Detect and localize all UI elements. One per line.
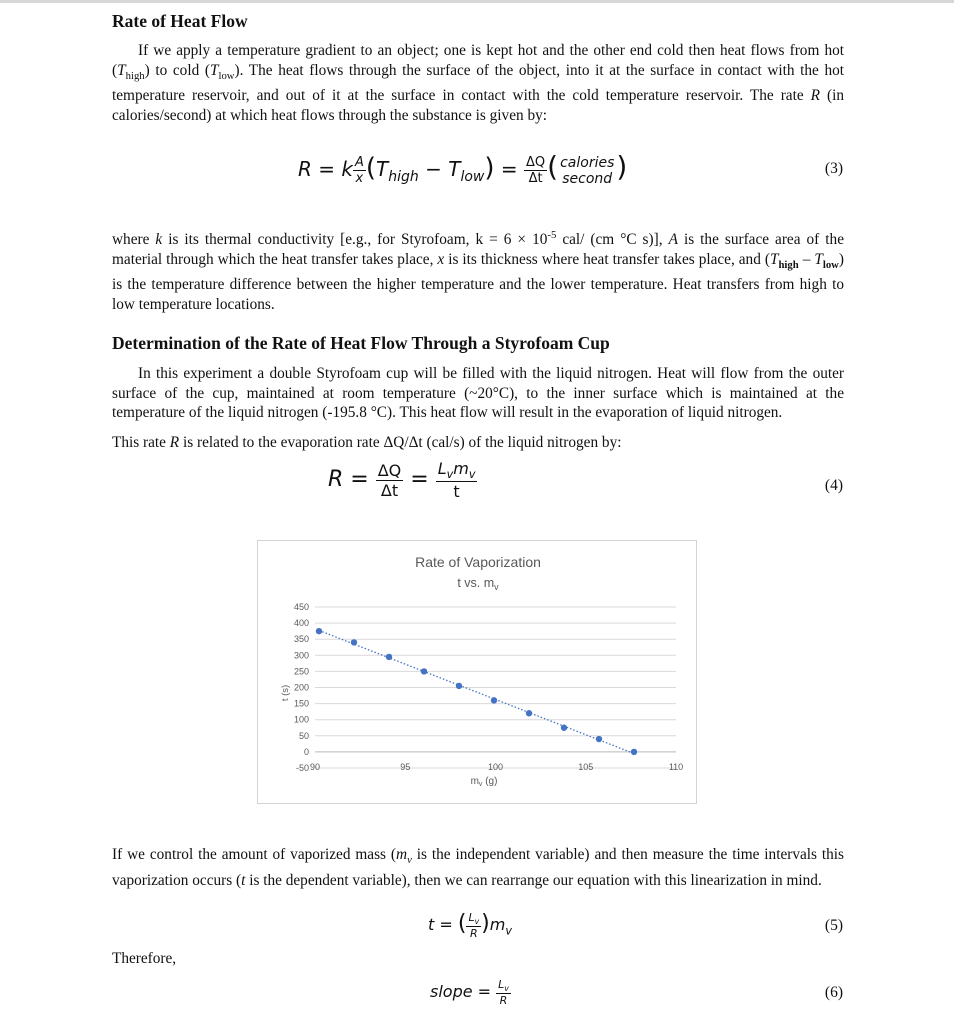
sub: high <box>778 258 799 271</box>
x-tick-labels <box>310 762 683 772</box>
experiment-paragraph: In this experiment a double Styrofoam cup will be filled with the liquid nitrogen. Heat will flow from the outer surface of the cup, maintained at room temperature (~20°C), to the inner surface which is maintained at the temperature of the liquid nitrogen (-195.8 °C). This heat flow will result in the evaporation of liquid nitrogen. <box>112 365 844 421</box>
data-point <box>351 639 357 645</box>
equation-number-6: (6) <box>824 984 843 1001</box>
fraction-dq-dt <box>524 155 547 186</box>
num <box>436 459 478 482</box>
fraction-lv-r <box>466 911 481 940</box>
sub: low <box>218 69 235 82</box>
text: ) to cold ( <box>144 61 210 79</box>
text: – <box>798 250 815 268</box>
x-tick-label: 105 <box>578 762 594 772</box>
y-tick-label: 250 <box>293 666 309 677</box>
sub: low <box>460 169 485 185</box>
var: T <box>814 250 823 268</box>
sub: high <box>125 69 145 82</box>
var: m <box>396 846 408 863</box>
var: A <box>668 231 678 249</box>
xlabel-sub: v <box>478 781 483 788</box>
text: is related to the evaporation rate ΔQ/Δt (cal/s) of the liquid nitrogen by: <box>179 434 622 451</box>
den: x <box>355 171 364 186</box>
text: ). The heat flows through the surface of the object, into it at the surface in contact with the hot temperature reservoir, and out of it at the surface in contact with the cold temperature reservoir. The rate <box>112 61 844 105</box>
data-point <box>456 683 462 689</box>
data-point <box>631 749 637 755</box>
num: ΔQ <box>377 460 402 480</box>
trendline <box>319 630 634 753</box>
sub: v <box>474 917 480 927</box>
var: T <box>117 61 126 79</box>
var: L <box>498 978 505 991</box>
op: = <box>403 467 436 493</box>
intro-paragraph <box>112 41 844 125</box>
y-tick-label: 150 <box>293 698 309 709</box>
chart-subtitle <box>457 576 499 592</box>
equation-3: R = k $\frac{A}{x}$ $(T_{high} - T_{low})$ = $\frac{\Delta Q}{\Delta t}$ ( calories second ) <box>298 150 628 187</box>
y-tick-label: -50 <box>295 763 309 773</box>
section-heading-rate-of-heat-flow: Rate of Heat Flow <box>112 11 248 31</box>
den: second <box>562 170 613 187</box>
xlabel-text: m <box>470 776 479 787</box>
text: ) is the temperature difference between the higher temperature and the lower temperature. Heat transfers from high to low temperature locations. <box>112 250 845 313</box>
data-point <box>491 697 497 703</box>
var: L <box>468 911 475 924</box>
sub: v <box>468 468 476 482</box>
var: T <box>448 157 461 181</box>
gridlines <box>315 607 676 768</box>
text: If we apply a temperature gradient to an object; one is kept hot and the other end cold then heat flows from hot ( <box>112 42 844 79</box>
eq-lhs: slope = <box>430 982 497 1002</box>
den: Δt <box>528 171 543 186</box>
den: Δt <box>380 480 399 500</box>
eq-lhs: R = <box>328 467 376 493</box>
equation-4 <box>328 459 477 501</box>
data-point <box>561 725 567 731</box>
den: R <box>499 994 508 1008</box>
var: R <box>810 87 820 105</box>
x-axis-label <box>471 776 498 788</box>
therefore-text: Therefore, <box>112 950 177 967</box>
y-tick-label: 450 <box>293 602 309 612</box>
y-tick-label: 300 <box>293 650 309 661</box>
vaporization-chart <box>257 540 697 804</box>
chart-canvas <box>258 541 696 803</box>
y-tick-label: 200 <box>293 682 309 693</box>
fraction-lv-r <box>496 978 511 1007</box>
var: m <box>453 459 469 478</box>
subtitle-sub: v <box>494 582 499 592</box>
x-tick-label: 110 <box>668 762 684 772</box>
equation-number-5: (5) <box>824 917 843 934</box>
den: R <box>469 927 478 941</box>
num: A <box>354 155 364 170</box>
chart-title: Rate of Vaporization <box>415 554 541 570</box>
equation-number-3: (3) <box>824 160 843 177</box>
sub: v <box>407 854 412 867</box>
text: is its thickness where heat transfer takes place, and ( <box>444 250 770 268</box>
eq-lhs: R = k <box>298 157 353 181</box>
data-point <box>421 668 427 674</box>
y-tick-label: 100 <box>293 714 309 725</box>
text: This rate <box>112 434 170 451</box>
sub: high <box>388 169 419 185</box>
fraction-lvmv-t <box>436 459 478 501</box>
equation-6 <box>430 978 511 1007</box>
text: If we control the amount of vaporized mass ( <box>112 846 397 863</box>
sub: v <box>505 924 512 938</box>
y-tick-label: 350 <box>293 634 309 645</box>
paren: ) <box>484 153 495 183</box>
equation-number-4: (4) <box>824 477 843 494</box>
text: where <box>112 231 156 249</box>
equation-5: t = ( $\frac{L_v}{R}$ )$m_v$ <box>428 911 512 941</box>
text: is the independent variable) and then measure the time intervals this vaporization occurs ( <box>112 846 844 889</box>
section-heading-styrofoam-cup: Determination of the Rate of Heat Flow Through a Styrofoam Cup <box>112 333 610 353</box>
sup: -5 <box>547 229 557 241</box>
y-tick-label: 400 <box>293 618 309 629</box>
linearization-paragraph <box>112 845 844 890</box>
sub: low <box>822 258 839 271</box>
fraction-dq-dt <box>376 461 404 500</box>
num: ΔQ <box>526 155 546 170</box>
var: x <box>437 250 445 268</box>
eq-lhs: t = <box>428 915 458 935</box>
num: calories <box>560 154 615 171</box>
var: L <box>437 459 447 478</box>
num <box>466 911 481 927</box>
text: is its thermal conductivity [e.g., for Styrofoam, k = 6 × 10 <box>162 231 548 249</box>
x-tick-label: 100 <box>487 762 504 772</box>
text: is the surface area of the material through which the heat transfer takes place, <box>112 231 844 268</box>
y-tick-labels <box>294 602 309 773</box>
var: T <box>769 250 779 268</box>
var: T <box>209 61 219 79</box>
xlabel-unit: (g) <box>482 776 498 787</box>
var: t <box>241 871 246 889</box>
paren: ( <box>365 153 377 183</box>
var: T <box>376 157 389 181</box>
y-tick-label: 0 <box>303 746 309 757</box>
den: t <box>453 482 460 502</box>
x-tick-label: 95 <box>400 762 411 772</box>
num <box>496 978 511 994</box>
x-tick-label: 90 <box>309 762 321 772</box>
conductivity-paragraph <box>112 226 844 314</box>
op: − <box>418 157 449 181</box>
data-point <box>596 736 602 742</box>
var: R <box>169 434 180 451</box>
var: k <box>155 231 163 249</box>
text: cal/ (cm °C s)], <box>556 231 669 249</box>
var: m <box>489 915 506 935</box>
fraction-units <box>558 155 616 187</box>
data-point <box>386 654 392 660</box>
data-point <box>526 710 532 716</box>
y-tick-label: 50 <box>298 730 309 741</box>
text: (in calories/second) at which heat flows through the substance is given by: <box>112 87 844 124</box>
rate-relation-paragraph <box>112 433 844 453</box>
y-axis-label: t (s) <box>280 684 291 702</box>
fraction-a-over-x <box>353 155 366 186</box>
sub: v <box>504 984 509 994</box>
subtitle-text: t vs. m <box>457 576 495 590</box>
text: is the dependent variable), then we can rearrange our equation with this linearization in mind. <box>245 871 822 889</box>
op: = <box>494 157 525 181</box>
data-point <box>316 628 322 634</box>
sub: v <box>446 468 454 482</box>
